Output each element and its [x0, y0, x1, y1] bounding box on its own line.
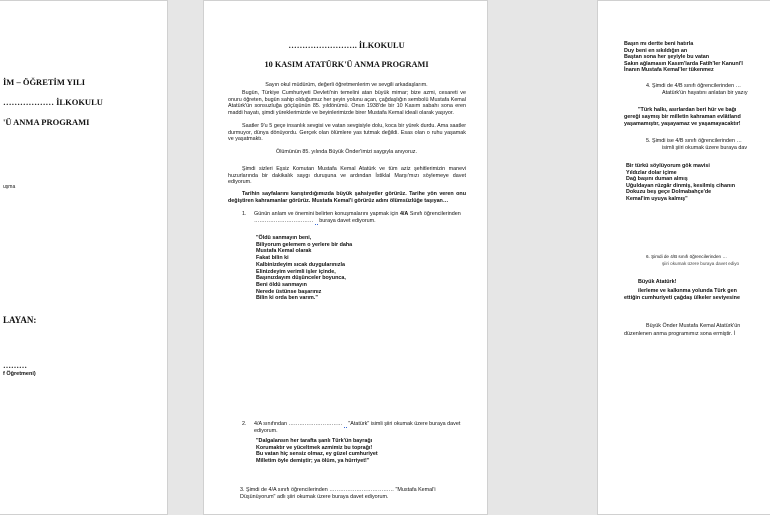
final-line: Büyük Önder Mustafa Kemal Atatürk'ün [646, 323, 741, 329]
item-text: 4/A sınıfından ………………………… [254, 421, 343, 427]
program-item-4: 4. Şimdi de 4/B sınıfı öğrencilerinden … [646, 83, 741, 89]
small-text: uşma [3, 184, 16, 190]
poem-line: Baştan sona her şeyiyle bu vatan [624, 54, 710, 61]
item-number: 3. [240, 487, 245, 493]
paragraph-history: Tarihin sayfalarını karıştırdığımızda büyük şahsiyetler görürüz. Tarihe yön veren onu değiştiren kahramanlar görürüz. Mustafa Kemal'i görürüz adını ölümsüzlüğe taşıyan… [228, 191, 466, 204]
poem-line: Beni öldü sanmayın [256, 281, 307, 288]
poem-line: Kalbinizdeyim sıcak duygularınızla [256, 261, 345, 268]
poem-line: Kemal'im uyuya kalmış" [626, 195, 688, 202]
program-item-4-cont: Atatürk'ün hayatını anlatan bir yazıy [662, 90, 748, 96]
presenter-heading: LAYAN: [3, 315, 37, 325]
poem-line: Korumaktır ve yüceltmek azmimiz bu toprağı! [256, 444, 373, 451]
program-item-1 [242, 211, 469, 224]
item-text: buraya davet ediyorum. [319, 217, 376, 224]
item-number: 2. [242, 421, 247, 427]
program-item-6: 6. Şimdi de 4/B sınıfı öğrencilerinden … [646, 254, 727, 259]
program-heading: 'Ü ANMA PROGRAMI [3, 117, 90, 127]
quote-line: yaşamamıştır, yaşayamaz ve yaşamayacaktır! [624, 121, 741, 127]
poem-line: Yıldızlar dolar içime [626, 169, 677, 176]
item-text: Sınıfı öğrencilerinden …………………………… [254, 211, 461, 224]
poem-line: Mustafa Kemal olarak [256, 248, 312, 255]
poem-line: İnanın Mustafa Kemal'ler tükenmez [624, 67, 714, 74]
program-item-6-cont: şiiri okumak üzere buraya davet ediyo [662, 261, 740, 266]
item-text: "Atatürk" isimli şiiri okumak üzere buraya davet ediyorum. [254, 421, 461, 434]
year-heading: İM – ÖĞRETİM YILI [3, 77, 86, 87]
quote-line: gereği saymış bir milletin kahraman evlâtlarıd [624, 114, 741, 120]
poem-line: Dokuzu beş geçe Dolmabahçe'de [626, 189, 712, 196]
poem-line: Duy beni en sıkıldığın an [624, 47, 688, 54]
program-item-3 [240, 487, 468, 500]
right-page [597, 0, 770, 515]
closing-heading: Büyük Atatürk! [638, 279, 677, 285]
class-label: 4/A [399, 211, 409, 217]
left-page [0, 0, 168, 515]
poem-line: "Öldü sanmayın beni, [256, 235, 312, 241]
greeting: Sayın okul müdürüm, değerli öğretmenlerim ve sevgili arkadaşlarım. [265, 82, 428, 88]
paragraph-remembrance: Ölümünün 85. yılında Büyük Önder'imizi saygıyla anıyoruz. [276, 149, 417, 155]
teacher-label: f Öğretmeni) [3, 371, 36, 377]
school-heading: ……………… İLKOKULU [3, 97, 103, 107]
poem-line: Nerede üstünse başarınız [256, 288, 322, 295]
program-item-2 [242, 421, 469, 434]
quote-line: "Türk halkı, asırlardan beri hür ve bağı [638, 107, 737, 113]
poem-line: Elinizdeyim verimli işler içinde, [256, 268, 336, 275]
poem-line: Bilin ki orda ben varım." [256, 295, 318, 302]
poem-line: Bu vatan hiç sensiz olmaz, ey güzel cumhuriyet [256, 451, 378, 458]
middle-page [203, 0, 488, 515]
poem-bir-turku [626, 163, 735, 203]
program-item-5: 5. Şimdi ise 4/B sınıfı öğrencilerinden … [646, 138, 742, 144]
spell-check-mark [344, 421, 347, 428]
paragraph-intro: Bugün, Türkiye Cumhuriyeti Devleti'nin temelini atan büyük mimar; bize azmi, cesareti ve onuru öğreten, bugün sahip olduğumuz her şeyin yolunu açan, çağdaşlığın sembolü Mustafa Kemal Atatürk'ün sonsuzluğa göçüşünün 85. yıldönümü. Onun 1938'de bir 10 Kasım sabahı sona eren maddi hayatı, şimdi yüreklerimizde ve beyinlerimizde birer Mustafa Kemal ideali olarak yaşıyor. [228, 90, 466, 116]
presenter-dots: ……… [3, 361, 27, 370]
item-text: Şimdi de 4/A sınıfı öğrencilerinden ……………………………… "Mustafa Kemal'i Düşünüyorum" adlı şiiri okumak üzere buraya davet ediyorum. [240, 487, 436, 500]
poem-line: Fakat bilin ki [256, 255, 289, 262]
program-title: 10 KASIM ATATÜRK'Ü ANMA PROGRAMI [264, 60, 429, 69]
school-header: ……………………. İLKOKULU [288, 41, 405, 50]
final-line: düzenlenen anma programımız sona ermiştir. İ [624, 331, 736, 337]
closing-line: ilerleme ve kalkınma yolunda Türk gen [638, 288, 737, 294]
item-text: Günün anlam ve önemini belirten konuşmalarını yapmak için [254, 211, 399, 217]
poem-line: Uğuldayan rüzgâr dinmiş, kesilmiş cihanın [626, 182, 736, 189]
poem-line: Başınızdayım düşünceler boyunca, [256, 275, 346, 282]
poem-basin-mi-dertte [624, 41, 743, 74]
poem-line: Dağ başını duman almış [626, 176, 688, 183]
poem-dalgalansin [256, 438, 378, 465]
poem-oldu-sanmayin [256, 235, 352, 302]
poem-line: Başın mı dertte beni hatırla [624, 41, 694, 47]
poem-line: Milletim öyle demiştir; ya ölüm, ya hürriyet!" [256, 458, 370, 465]
paragraph-nine-five: Saatler 9'u 5 geçe insanlık sevgisi ve vatan sevgisiyle dolu, koca bir yürek durdu. Ama saatler durmuyor, dünya dönüyordu. Gerçek olan ölümlere yas tutmak değildi. Esas olan o ruhu yaşamak ve yaşatmaktı. [228, 123, 466, 143]
closing-line: ettiğin cumhuriyeti çağdaş ülkeler seviyesine [624, 295, 740, 301]
program-item-5-cont: isimli şiiri okumak üzere buraya dav [662, 145, 748, 151]
poem-line: "Dalgalansın her tarafta şanlı Türk'ün bayrağı [256, 438, 373, 444]
poem-line: Biliyorum gelemem o yerlere bir daha [256, 241, 353, 248]
paragraph-silence: Şimdi sizleri Eşsiz Komutan Mustafa Kemal Atatürk ve tüm aziz şehitlerimizin manevi huzurlarında bir dakikalık saygı duruşuna ve ardından İstiklal Marşı'mızı söylemeye davet ediyorum. [228, 166, 466, 186]
item-number: 1. [242, 211, 247, 217]
spell-check-mark [315, 218, 318, 225]
poem-line: Bir türkü söylüyorum gök mavisi [626, 163, 710, 169]
poem-line: Sakın ağlamasın Kasım'larda Fatih'ler Kanuni'l [624, 60, 743, 67]
